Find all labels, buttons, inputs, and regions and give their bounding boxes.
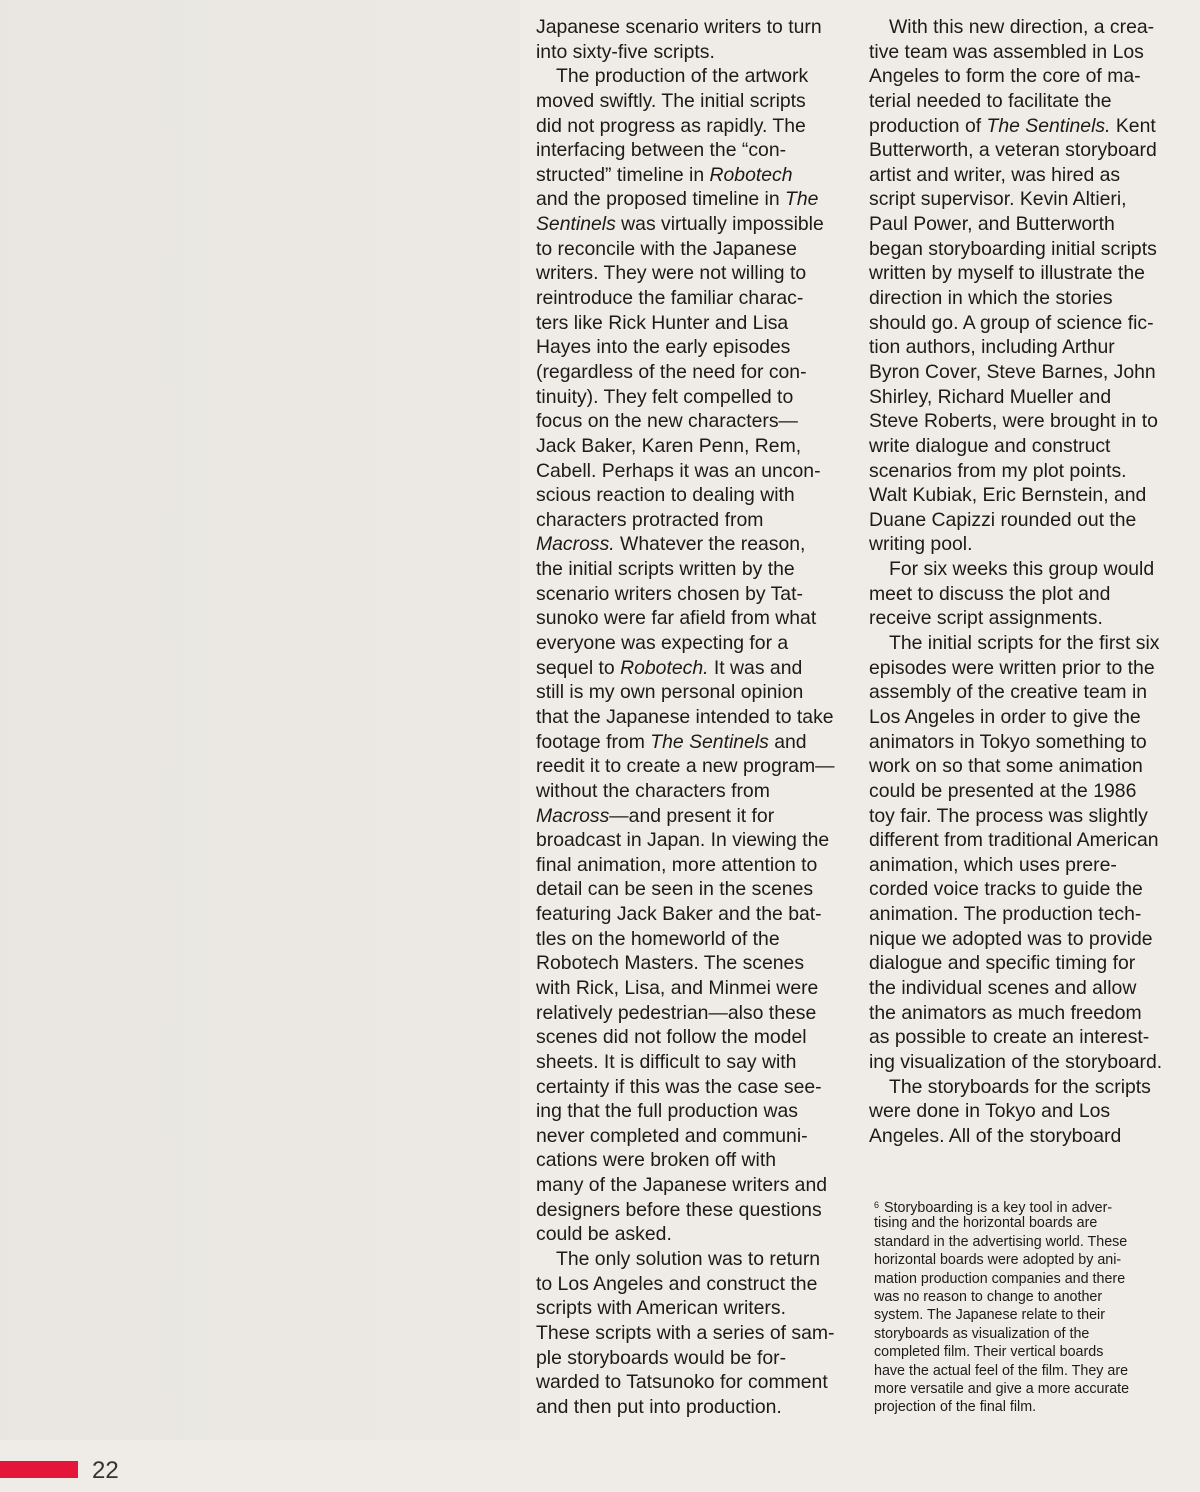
- text-run: and the proposed timeline in: [536, 188, 786, 211]
- text-line: [869, 483, 1169, 508]
- italic-title: Macross: [536, 804, 610, 827]
- text-line: [869, 606, 1169, 631]
- text-run: nique we adopted was to provide: [869, 927, 1153, 950]
- text-line: [536, 508, 836, 533]
- text-run: tion authors, including Arthur: [869, 336, 1115, 359]
- text-line: [869, 557, 1169, 582]
- text-run: the individual scenes and allow: [869, 976, 1137, 999]
- text-run: write dialogue and construct: [869, 434, 1111, 457]
- text-line: [536, 385, 836, 410]
- text-run: began storyboarding initial scripts: [869, 237, 1157, 260]
- text-line: [536, 606, 836, 631]
- text-line: [869, 40, 1169, 65]
- text-run: Robotech Masters. The scenes: [536, 952, 805, 975]
- text-line: [869, 853, 1169, 878]
- text-line: [536, 779, 836, 804]
- text-run: scenes did not follow the model: [536, 1026, 807, 1049]
- text-run: scripts with American writers.: [536, 1297, 786, 1320]
- text-line: [536, 1222, 836, 1247]
- text-run: structed” timeline in: [536, 163, 710, 186]
- italic-title: Robotech: [709, 163, 793, 186]
- text-run: These scripts with a series of sam-: [536, 1321, 835, 1344]
- text-run: Steve Roberts, were brought in to: [869, 410, 1158, 433]
- text-run: receive script assignments.: [869, 607, 1103, 630]
- text-line: [869, 508, 1169, 533]
- text-line: [869, 877, 1169, 902]
- text-line: [869, 15, 1169, 40]
- italic-title: Robotech.: [620, 656, 709, 679]
- text-run: It was and: [708, 656, 803, 679]
- text-run: sheets. It is difficult to say with: [536, 1050, 797, 1073]
- text-run: production of: [869, 114, 987, 137]
- text-run: scenarios from my plot points.: [869, 459, 1127, 482]
- text-run: Whatever the reason,: [614, 533, 806, 556]
- text-line: [536, 828, 836, 853]
- text-run: could be asked.: [536, 1223, 672, 1246]
- text-run: artist and writer, was hired as: [869, 163, 1121, 186]
- footnote-line: $^6$ Storyboarding is a key tool in adver-: [874, 1200, 1113, 1216]
- text-line: [536, 311, 836, 336]
- footnote-marker: 6: [874, 1200, 880, 1210]
- footnote-line: horizontal boards were adopted by ani-: [874, 1252, 1122, 1269]
- text-line: [869, 187, 1169, 212]
- text-line: [869, 1025, 1169, 1050]
- text-run: The production of the artwork: [556, 65, 809, 88]
- text-line: [869, 1099, 1169, 1124]
- text-line: [536, 1370, 836, 1395]
- text-line: [536, 360, 836, 385]
- text-run: animation, which uses prere-: [869, 853, 1117, 876]
- text-run: —and present it for: [609, 804, 775, 827]
- text-line: [536, 1075, 836, 1100]
- text-line: [536, 1148, 836, 1173]
- text-line: [536, 261, 836, 286]
- text-line: [869, 804, 1169, 829]
- text-line: [536, 15, 836, 40]
- text-line: [869, 927, 1169, 952]
- text-line: [869, 730, 1169, 755]
- text-run: everyone was expecting for a: [536, 632, 789, 655]
- text-run: Butterworth, a veteran storyboard: [869, 139, 1157, 162]
- text-line: [869, 754, 1169, 779]
- text-line: [869, 582, 1169, 607]
- text-run: Walt Kubiak, Eric Bernstein, and: [869, 484, 1147, 507]
- text-line: [536, 976, 836, 1001]
- text-line: [869, 212, 1169, 237]
- text-run: dialogue and specific timing for: [869, 952, 1136, 975]
- text-line: [536, 212, 836, 237]
- text-run: cations were broken off with: [536, 1149, 776, 1172]
- text-run: terial needed to facilitate the: [869, 89, 1112, 112]
- text-line: [536, 1296, 836, 1321]
- text-run: could be presented at the 1986: [869, 779, 1137, 802]
- text-run: featuring Jack Baker and the bat-: [536, 903, 822, 926]
- text-line: [869, 114, 1169, 139]
- text-run: sunoko were far afield from what: [536, 607, 817, 630]
- text-line: [869, 1075, 1169, 1100]
- text-run: animators in Tokyo something to: [869, 730, 1147, 753]
- footnote-line: more versatile and give a more accurate: [874, 1380, 1130, 1397]
- italic-title: The Sentinels: [650, 730, 769, 753]
- text-line: [536, 1395, 836, 1420]
- text-run: many of the Japanese writers and: [536, 1174, 828, 1197]
- text-line: [869, 138, 1169, 163]
- text-run: tive team was assembled in Los: [869, 40, 1144, 63]
- text-line: [869, 385, 1169, 410]
- italic-title: Macross.: [536, 533, 615, 556]
- text-line: [536, 459, 836, 484]
- text-line: [536, 951, 836, 976]
- text-run: Kent: [1110, 114, 1156, 137]
- text-line: [536, 434, 836, 459]
- italic-title: Sentinels: [536, 213, 616, 236]
- text-run: footage from: [536, 730, 651, 753]
- text-run: with Rick, Lisa, and Minmei were: [536, 976, 819, 999]
- text-run: scenario writers chosen by Tat-: [536, 582, 803, 605]
- text-line: [536, 902, 836, 927]
- text-run: interfacing between the “con-: [536, 139, 787, 162]
- text-run: work on so that some animation: [869, 755, 1143, 778]
- text-run: should go. A group of science fic-: [869, 311, 1154, 334]
- text-line: [536, 730, 836, 755]
- text-run: certainty if this was the case see-: [536, 1075, 822, 1098]
- text-run: to reconcile with the Japanese: [536, 237, 797, 260]
- text-run: reintroduce the familiar charac-: [536, 287, 804, 310]
- text-line: [536, 877, 836, 902]
- text-line: [869, 680, 1169, 705]
- text-line: [869, 951, 1169, 976]
- text-run: as possible to create an interest-: [869, 1026, 1150, 1049]
- text-line: [536, 1124, 836, 1149]
- text-run: into sixty-five scripts.: [536, 40, 715, 63]
- italic-title: The Sentinels.: [986, 114, 1111, 137]
- text-run: (regardless of the need for con-: [536, 360, 807, 383]
- footnote-line: tising and the horizontal boards are: [874, 1215, 1098, 1232]
- text-run: tinuity). They felt compelled to: [536, 385, 794, 408]
- text-line: [869, 237, 1169, 262]
- text-run: ing visualization of the storyboard.: [869, 1050, 1163, 1073]
- text-line: [869, 1124, 1169, 1149]
- text-run: the animators as much freedom: [869, 1001, 1142, 1024]
- text-run: Cabell. Perhaps it was an uncon-: [536, 459, 821, 482]
- text-line: [536, 40, 836, 65]
- text-run: toy fair. The process was slightly: [869, 804, 1148, 827]
- text-line: [536, 582, 836, 607]
- text-run: writers. They were not willing to: [536, 262, 807, 285]
- text-run: characters protracted from: [536, 508, 764, 531]
- text-run: different from traditional American: [869, 829, 1159, 852]
- text-line: [869, 828, 1169, 853]
- text-line: [869, 631, 1169, 656]
- text-line: [869, 261, 1169, 286]
- footnote-line: was no reason to change to another: [874, 1288, 1103, 1305]
- text-run: corded voice tracks to guide the: [869, 878, 1143, 901]
- text-run: to Los Angeles and construct the: [536, 1272, 818, 1295]
- text-line: [869, 902, 1169, 927]
- text-run: relatively pedestrian—also these: [536, 1001, 817, 1024]
- text-run: With this new direction, a crea-: [889, 16, 1155, 38]
- text-line: [869, 459, 1169, 484]
- text-line: [536, 114, 836, 139]
- text-run: and then put into production.: [536, 1395, 782, 1418]
- text-run: did not progress as rapidly. The: [536, 114, 806, 137]
- text-run: For six weeks this group would: [889, 558, 1155, 581]
- footnote-line: storyboards as visualization of the: [874, 1325, 1090, 1342]
- text-run: Hayes into the early episodes: [536, 336, 791, 359]
- text-line: [536, 187, 836, 212]
- text-run: meet to discuss the plot and: [869, 582, 1111, 605]
- text-line: [536, 286, 836, 311]
- text-run: animation. The production tech-: [869, 903, 1142, 926]
- text-run: Japanese scenario writers to turn: [536, 16, 822, 38]
- text-run: that the Japanese intended to take: [536, 705, 834, 728]
- text-line: [536, 631, 836, 656]
- text-run: still is my own personal opinion: [536, 681, 804, 704]
- text-run: moved swiftly. The initial scripts: [536, 89, 806, 112]
- text-run: Shirley, Richard Mueller and: [869, 385, 1112, 408]
- footnote-line: standard in the advertising world. These: [874, 1233, 1128, 1250]
- text-line: [536, 483, 836, 508]
- text-line: [536, 754, 836, 779]
- text-run: episodes were written prior to the: [869, 656, 1155, 679]
- text-line: [536, 1025, 836, 1050]
- text-run: Byron Cover, Steve Barnes, John: [869, 360, 1156, 383]
- text-run: were done in Tokyo and Los: [869, 1100, 1111, 1123]
- text-line: [869, 1001, 1169, 1026]
- text-line: [536, 138, 836, 163]
- text-run: never completed and communi-: [536, 1124, 808, 1147]
- footnote-line: mation production companies and there: [874, 1270, 1126, 1287]
- text-line: [536, 1050, 836, 1075]
- text-run: written by myself to illustrate the: [869, 262, 1145, 285]
- text-run: ple storyboards would be for-: [536, 1346, 787, 1369]
- text-line: [536, 656, 836, 681]
- text-line: [536, 557, 836, 582]
- text-line: [536, 927, 836, 952]
- text-line: [536, 804, 836, 829]
- text-run: ters like Rick Hunter and Lisa: [536, 311, 789, 334]
- folio-accent-bar: [0, 1461, 78, 1478]
- text-line: [869, 976, 1169, 1001]
- text-run: The storyboards for the scripts: [889, 1075, 1151, 1098]
- text-run: broadcast in Japan. In viewing the: [536, 829, 830, 852]
- text-line: [536, 1198, 836, 1223]
- text-run: sequel to: [536, 656, 621, 679]
- footnote: [874, 1196, 1174, 1417]
- text-line: [869, 311, 1169, 336]
- text-line: [869, 434, 1169, 459]
- footnote-line: have the actual feel of the film. They are: [874, 1362, 1129, 1379]
- text-run: reedit it to create a new program—: [536, 755, 835, 778]
- text-run: writing pool.: [869, 533, 973, 556]
- text-run: Duane Capizzi rounded out the: [869, 508, 1137, 531]
- text-line: [536, 163, 836, 188]
- text-line: [536, 1173, 836, 1198]
- text-run: the initial scripts written by the: [536, 558, 795, 581]
- text-run: Los Angeles in order to give the: [869, 705, 1141, 728]
- text-run: ing that the full production was: [536, 1100, 798, 1123]
- text-line: [869, 89, 1169, 114]
- text-run: Paul Power, and Butterworth: [869, 213, 1115, 236]
- text-line: [869, 705, 1169, 730]
- body-column-left: [536, 15, 836, 1420]
- text-line: [536, 1099, 836, 1124]
- text-run: warded to Tatsunoko for comment: [536, 1371, 828, 1394]
- text-line: [536, 1247, 836, 1272]
- text-run: focus on the new characters—: [536, 410, 798, 433]
- text-line: [536, 1001, 836, 1026]
- footnote-line: projection of the final film.: [874, 1399, 1037, 1416]
- text-run: Angeles to form the core of ma-: [869, 65, 1141, 88]
- text-line: [536, 532, 836, 557]
- text-run: Angeles. All of the storyboard: [869, 1124, 1122, 1147]
- text-run: and: [768, 730, 807, 753]
- text-run: without the characters from: [536, 779, 770, 802]
- text-line: [536, 705, 836, 730]
- text-line: [869, 409, 1169, 434]
- body-column-right: [869, 15, 1169, 1148]
- text-run: was virtually impossible: [615, 213, 824, 236]
- text-line: [536, 1321, 836, 1346]
- text-line: [536, 89, 836, 114]
- text-line: [869, 64, 1169, 89]
- text-run: Jack Baker, Karen Penn, Rem,: [536, 434, 802, 457]
- text-line: [869, 335, 1169, 360]
- text-line: [869, 360, 1169, 385]
- text-run: detail can be seen in the scenes: [536, 878, 814, 901]
- text-run: scious reaction to dealing with: [536, 484, 795, 507]
- italic-title: The: [785, 188, 819, 211]
- text-run: direction in which the stories: [869, 287, 1113, 310]
- text-line: [536, 335, 836, 360]
- text-run: assembly of the creative team in: [869, 681, 1148, 704]
- text-line: [536, 237, 836, 262]
- text-run: script supervisor. Kevin Altieri,: [869, 188, 1127, 211]
- footnote-line: completed film. Their vertical boards: [874, 1344, 1104, 1361]
- text-line: [869, 532, 1169, 557]
- text-run: tles on the homeworld of the: [536, 927, 780, 950]
- text-line: [536, 853, 836, 878]
- text-line: [869, 163, 1169, 188]
- text-run: The initial scripts for the first six: [889, 632, 1160, 655]
- facing-page-bleed: [0, 0, 520, 1440]
- text-line: [536, 409, 836, 434]
- text-line: [869, 656, 1169, 681]
- footnote-line: system. The Japanese relate to their: [874, 1307, 1105, 1324]
- text-run: final animation, more attention to: [536, 853, 818, 876]
- text-line: [869, 779, 1169, 804]
- text-line: [536, 64, 836, 89]
- text-line: [869, 286, 1169, 311]
- text-line: [869, 1050, 1169, 1075]
- text-line: [536, 1346, 836, 1371]
- text-line: [536, 1272, 836, 1297]
- text-line: [536, 680, 836, 705]
- text-run: The only solution was to return: [556, 1248, 821, 1271]
- page-number: 22: [92, 1457, 119, 1484]
- text-run: designers before these questions: [536, 1198, 822, 1221]
